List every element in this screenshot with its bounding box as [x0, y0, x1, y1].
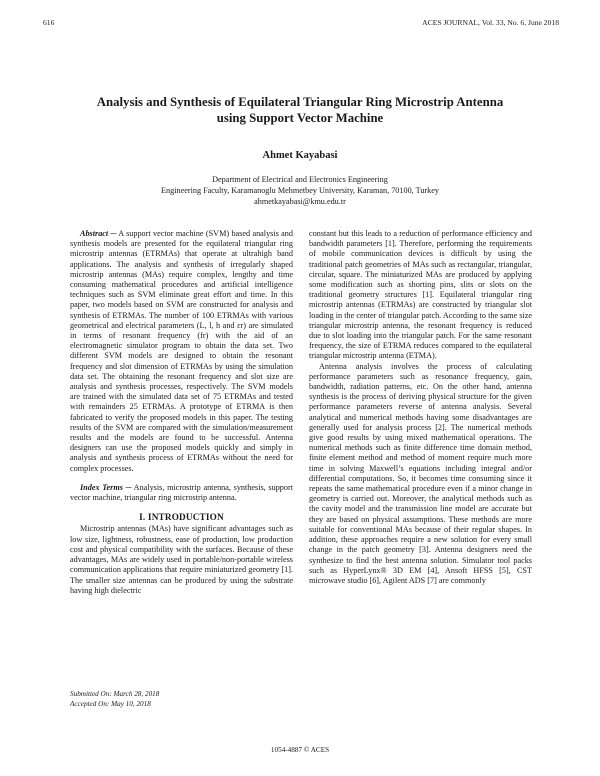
title-line-2: using Support Vector Machine — [216, 110, 384, 125]
index-terms-label: Index Terms — [80, 482, 123, 492]
title-line-1: Analysis and Synthesis of Equilateral Triangular Ring Microstrip Antenna — [96, 95, 504, 109]
abstract-label: Abstract — [80, 229, 109, 238]
right-paragraph-2: Antenna analysis involves the process of calculating performance parameters such as resonance frequency, gain, bandwidth, radiation patterns, etc. On the other hand, antenna synthesis is the process of deriving physical structure for the given performance parameters reverse of antenna analysis. Several analytical and numerical methods having some disadvantages are generally used for analysis process [2]. The numerical methods give good results by using mixed mathematical operations. The numerical methods such as finite difference time domain method, finite element method and method of moment require much more time in solving Maxwell’s equations including integral and/or differential computations. So, it becomes time consuming since it repeats the same mathematical procedure even if a minor change in geometry is carried out. Moreover, the analytical methods such as the cavity model and the transmission line model are accurate but they are based on physical assumptions. These methods are more suitable for conventional MAs because of their regular shapes. In addition, these approaches require a new solution for every small change in the patch geometry [3]. Antenna designers need the synthesize to find the best antenna solution. Simulator tool packs such as HyperLynx® 3D EM [4], Ansoft HFSS [5], CST microwave studio [6], Agilent ADS [7] are commonly — [309, 361, 532, 585]
right-column — [309, 229, 532, 586]
journal-header: ACES JOURNAL, Vol. 33, No. 6, June 2018 — [422, 18, 559, 27]
paper-title — [40, 95, 560, 126]
right-paragraph-1: constant but this leads to a reduction of performance efficiency and bandwidth parameters [1]. Therefore, performing the requirements of mobile communication devices is difficult by using the traditional patch geometries of MAs such as rectangular, triangular, circular, square. The miniaturized MAs are produced by applying some modification such as shorting pins, slits or slots on the traditional geometry structures [1]. Equilateral triangular ring microstrip antennas (ETRMAs) are constructed by triangular slot loading in the center of triangular patch. According to the same size triangular microstrip antenna, the resonant frequency is reduced due to slot loading into the triangular patch. For the same resonant frequency, the size of ETRMA reduces compared to the equilateral triangular microstrip antenna (ETMA). — [309, 229, 532, 361]
abstract-dash: ─ — [108, 229, 119, 238]
abstract — [70, 229, 293, 474]
accepted-date: Accepted On: May 10, 2018 — [70, 699, 151, 708]
footer-dates — [70, 690, 159, 709]
index-terms-dash: ─ — [122, 482, 134, 492]
submitted-date: Submitted On: March 28, 2018 — [70, 690, 160, 698]
intro-paragraph-1: Microstrip antennas (MAs) have significant advantages such as low size, lightness, robustness, ease of production, low production cost and physical compatibility with the surfaces. Because of these advantages, MAs are widely used in portable/non-portable wireless communication applications that require miniaturized geometry [1]. The smaller size antennas can be produced by using the substrate having high dielectric — [70, 524, 293, 595]
page-number: 616 — [43, 18, 55, 27]
affiliation — [40, 174, 560, 207]
left-column — [70, 229, 293, 596]
section-heading: I. INTRODUCTION — [139, 512, 224, 523]
index-terms — [70, 483, 293, 503]
index-terms-text: Analysis, microstrip antenna, synthesis, support vector machine, triangular ring microstrip antenna. — [70, 482, 293, 503]
footer-issn: 1054-4887 © ACES — [270, 746, 330, 754]
department: Department of Electrical and Electronics Engineering — [212, 175, 388, 184]
abstract-text: A support vector machine (SVM) based analysis and synthesis models are presented for the equilateral triangular ring microstrip antennas (ETRMAs) that operate at ultrahigh band applications. The analysis and synthesis of irregularly shaped microstrip antennas (MAs) require complex, lengthy and time consuming mathematical procedures and artificial intelligence techniques such as SVM eliminate great effort and time. In this paper, two models based on SVM are constructed for analysis and synthesis of ETRMAs. The number of 100 ETRMAs with various geometrical and electrical parameters (L, l, h and εr) are simulated in terms of resonant frequency (fr) with the aid of an electromagnetic simulator program to obtain the data set. Two different SVM models are designed to obtain the resonant frequency and slot dimension of ETRMAs by using the simulation data set. The obtaining the resonant frequency and slot size are analysis and synthesis processes, respectively. The SVM models are trained with the simulated data set of 75 ETRMAs and tested with remainders 25 ETRMAs. A prototype of ETRMA is then fabricated to verify the proposed models in this paper. The testing results of the SVM are compared with the simulation/measurement results and the models are found to be successful. Antenna designers can use the proposed models quickly and simply in analysis and synthesis process of ETRMAs without the need for complex processes. — [70, 229, 293, 473]
email[interactable]: ahmetkayabasi@kmu.edu.tr — [254, 197, 346, 206]
author-name: Ahmet Kayabasi — [262, 150, 338, 161]
faculty: Engineering Faculty, Karamanoglu Mehmetbey University, Karaman, 70100, Turkey — [161, 186, 439, 195]
